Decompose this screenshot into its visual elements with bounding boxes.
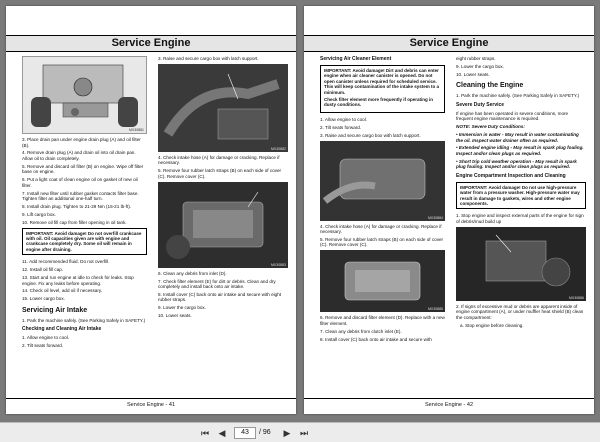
filter-element-photo: [320, 250, 445, 312]
step-text: 5. Remove and discard oil filter (B) on engine. Wipe off filter base on engine.: [22, 163, 144, 175]
air-intake-cover-photo: [158, 182, 288, 268]
filter-element-drawing: [320, 250, 445, 312]
step-text: 1. Stop engine and inspect external parts of the engine for sign of debris/mud build up: [456, 213, 584, 224]
step-text: 8. Install cover (C) back onto air intake and secure with: [320, 336, 432, 342]
body-text: If engine has been operated in severe conditions, more frequent engine maintenance is required.: [456, 110, 569, 122]
important-notice: IMPORTANT: Avoid damage! Do not overfill crankcase with oil. Oil capacities given are with engine and crankcase completely dry. Some oil will remain in engine after draining.: [22, 228, 147, 256]
intake-hose-photo: [158, 64, 288, 152]
air-cleaner-drawing: [320, 141, 445, 221]
important-notice: [320, 65, 445, 113]
step-text: 2. Tilt seats forward.: [22, 343, 64, 349]
step-text: 1. Allow engine to cool.: [22, 335, 69, 341]
step-text: 9. Lower the cargo box.: [158, 305, 207, 311]
step-text: 8. Install cover (C) back onto air intake and secure with eight rubber straps.: [158, 291, 282, 303]
figure-caption: MX30885: [428, 307, 443, 312]
figure-caption: MX30883: [271, 262, 286, 267]
page-footer: Service Engine - 42: [304, 398, 594, 408]
step-text: 4. Check intake hose (A) for damage or cracking. Replace if necessary.: [320, 223, 442, 235]
figure-caption: MX30886: [569, 295, 584, 300]
left-column-2: [158, 56, 288, 321]
step-text: 10. Lower seats.: [158, 313, 192, 319]
step-text: 2. Tilt seats forward.: [320, 124, 362, 130]
section-heading: Cleaning the Engine: [456, 82, 524, 90]
step-text: 9. Lift cargo box.: [22, 211, 56, 217]
intake-hose-drawing: [158, 64, 288, 152]
step-text: 7. Install new filter until rubber gasket contacts filter base. Tighten filter an additional one-half turn.: [22, 190, 139, 202]
step-text: 1. Park the machine safely. (See Parking Safely in SAFETY.): [22, 317, 146, 323]
page-title: Service Engine: [409, 37, 489, 49]
page-41: [6, 6, 296, 414]
page-number-input[interactable]: 43: [234, 427, 256, 439]
subsection-heading: Servicing Air Cleaner Element: [320, 56, 392, 62]
step-text: 5. Remove four rubber latch straps (B) on each side of cover (C). Remove cover (C).: [158, 168, 282, 179]
right-column-2: [456, 56, 586, 331]
step-text: 14. Check oil level, add oil if necessary.: [22, 288, 103, 294]
step-text: 11. Add recommended fluid. Do not overfill.: [22, 259, 110, 265]
step-text: 6. Clean any debris from inlet (D).: [158, 270, 227, 276]
left-column-1: [22, 56, 147, 351]
engine-drain-illustration: [22, 56, 147, 134]
step-text: 4. Check intake hose (A) for damage or cracking. Replace if necessary.: [158, 154, 280, 166]
important-notice: IMPORTANT: Avoid damage! Do not use high-pressure water from a pressure washer. High-pressure water may result in damage to gaskets, wires and other engine components.: [456, 182, 586, 210]
bullet-text: • Extended engine idling - May result in spark plug fouling. Inspect and/or clean plugs as required.: [456, 145, 584, 156]
step-text: 1. Allow engine to cool.: [320, 116, 367, 122]
figure-caption: MX30882: [271, 146, 286, 151]
step-text: 5. Remove four rubber latch straps (B) on each side of cover (C). Remove cover (C).: [320, 236, 444, 248]
bullet-text: • Immersion in water - May result in water contaminating the oil. Inspect water drainer often as required.: [456, 132, 579, 143]
step-text: 6. Put a light coat of clean engine oil on gasket of new oil filter.: [22, 177, 138, 188]
step-text: 3. Raise and secure cargo box with latch support.: [158, 56, 259, 61]
step-text: 3. Raise and secure cargo box with latch support.: [320, 132, 421, 138]
air-intake-cover-drawing: [158, 182, 288, 268]
step-text: 12. Install oil fill cap.: [22, 267, 64, 273]
page-footer: Service Engine - 41: [6, 398, 296, 408]
page-42: [304, 6, 594, 414]
bullet-text: • Short trip cold weather operation - May result in spark plug fouling. Inspect and/or clean plugs as required.: [456, 158, 577, 170]
last-page-icon[interactable]: ⏭: [299, 428, 309, 438]
pdf-navigation-toolbar: [0, 422, 600, 442]
engine-compartment-photo: [456, 227, 586, 301]
step-text: a. Stop engine before cleaning.: [460, 322, 524, 328]
subsection-heading: Severe Duty Service: [456, 101, 505, 108]
step-text: 1. Park the machine safely. (See Parking Safely in SAFETY.): [456, 93, 580, 99]
step-text: 7. Clean any debris from clutch inlet (E).: [320, 328, 402, 334]
figure-caption: MX30881: [129, 128, 144, 132]
step-text: 2. If signs of excessive mud or debris are apparent inside of engine compartment (A), or under muffler heat shield (B) clean the compartment:: [456, 303, 584, 320]
step-text: 10. Remove oil fill cap from filler opening in oil tank.: [22, 219, 127, 225]
notice-text: Check filter element more frequently if operating in dusty conditions.: [324, 97, 434, 108]
section-header-bar: [304, 35, 594, 52]
section-heading: Servicing Air Intake: [22, 306, 88, 314]
subsection-heading: Checking and Cleaning Air Intake: [22, 326, 102, 333]
step-text: 10. Lower seats.: [456, 71, 490, 77]
step-text: 13. Start and run engine at idle to check for leaks. Stop engine. Fix any leaks before operating.: [22, 275, 134, 286]
step-text: 7. Check filter element (E) for dirt or debris. Clean and dry completely and install back onto air intake.: [158, 278, 276, 290]
section-header-bar: [6, 35, 296, 52]
engine-compartment-drawing: [456, 227, 586, 301]
step-text: 15. Lower cargo box.: [22, 296, 65, 302]
notice-text: IMPORTANT: Avoid damage! Dirt and debris can enter engine when air cleaner canister is opened. Do not open canister unless required for scheduled service. This will keep contamination of the intake system to a minimum.: [324, 68, 440, 95]
prev-page-icon[interactable]: ◀: [218, 428, 226, 438]
step-text: 9. Lower the cargo box.: [456, 63, 505, 69]
step-text: 3. Place drain pan under engine drain plug (A) and oil filter (B).: [22, 137, 141, 148]
subsection-heading: Engine Compartment Inspection and Cleaning: [456, 172, 566, 179]
page-total: / 96: [259, 429, 271, 436]
first-page-icon[interactable]: ⏮: [200, 428, 210, 438]
next-page-icon[interactable]: ▶: [283, 428, 291, 438]
page-title: Service Engine: [111, 37, 191, 49]
note-text: NOTE: Severe Duty Conditions:: [456, 124, 525, 130]
air-cleaner-photo: [320, 141, 445, 221]
step-text: 6. Remove and discard filter element (D). Replace with a new filter element.: [320, 315, 445, 326]
step-text: 4. Remove drain plug (A) and drain oil into oil drain pan. Allow oil to drain completely.: [22, 150, 136, 161]
right-column-1: [320, 56, 445, 344]
figure-caption: MX30884: [428, 215, 443, 220]
step-text: eight rubber straps.: [456, 56, 496, 61]
step-text: 8. Install drain plug. Tighten to 21-29 Nm (15-21 lb-ft).: [22, 203, 132, 209]
engine-drain-drawing: [23, 57, 146, 133]
